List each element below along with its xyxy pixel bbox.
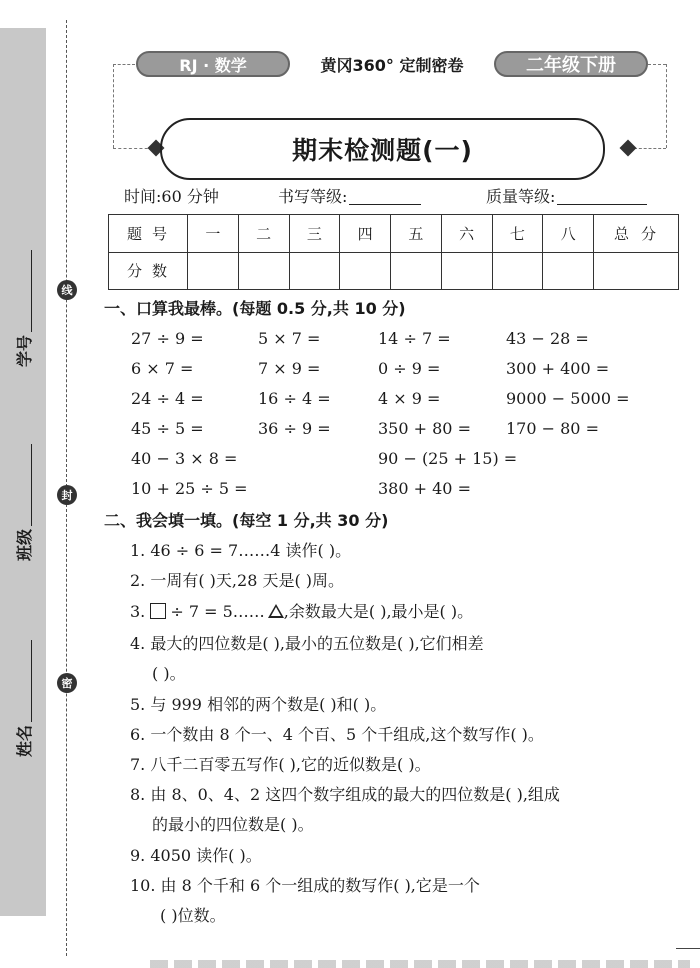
score-cell[interactable] xyxy=(492,252,543,290)
class-label: 班级 xyxy=(14,528,34,561)
question-3-equation: ÷ 7 = 5…… xyxy=(170,602,265,621)
col-header-6: 六 xyxy=(441,215,492,253)
mental-math-item: 40 − 3 × 8 = xyxy=(131,449,238,468)
seal-seal-mark: 封 xyxy=(57,485,77,505)
page-edge-tick xyxy=(676,948,700,949)
score-cell-total[interactable] xyxy=(594,252,679,290)
section2-heading: 二、我会填一填。(每空 1 分,共 30 分) xyxy=(104,511,389,530)
frame-line-right-vert xyxy=(666,64,667,148)
mental-math-item: 170 − 80 = xyxy=(506,419,599,438)
question-10-line1: 10. 由 8 个千和 6 个一组成的数写作( ),它是一个 xyxy=(130,876,480,895)
quality-grade-blank[interactable] xyxy=(557,204,647,205)
page-title: 期末检测题(一) xyxy=(160,118,605,180)
mental-math-item: 350 + 80 = xyxy=(378,419,471,438)
mental-math-item: 45 ÷ 5 = xyxy=(131,419,204,438)
mental-math-item: 27 ÷ 9 = xyxy=(131,329,204,348)
seal-line-mark: 线 xyxy=(57,280,77,300)
question-10-line2: ( )位数。 xyxy=(160,906,226,925)
mental-math-item: 9000 − 5000 = xyxy=(506,389,630,408)
question-2: 2. 一周有( )天,28 天是( )周。 xyxy=(130,571,345,590)
section1-heading: 一、口算我最棒。(每题 0.5 分,共 10 分) xyxy=(104,299,406,318)
triangle-icon xyxy=(268,604,284,618)
class-blank[interactable] xyxy=(31,443,32,525)
brand-label: 黄冈360° 定制密卷 xyxy=(320,55,464,75)
footer-bleed xyxy=(150,960,690,968)
mental-math-item: 5 × 7 = xyxy=(258,329,321,348)
frame-line-left-top xyxy=(113,64,135,65)
name-blank[interactable] xyxy=(31,639,32,721)
student-no-label: 学号 xyxy=(14,334,34,367)
score-table-score-row xyxy=(109,252,679,290)
question-3 xyxy=(130,599,473,622)
student-no-blank[interactable] xyxy=(31,249,32,331)
col-header-3: 三 xyxy=(289,215,340,253)
writing-grade-label: 书写等级: xyxy=(278,187,348,206)
frame-line-right-top xyxy=(648,64,666,65)
score-cell[interactable] xyxy=(188,252,239,290)
quality-grade-field[interactable] xyxy=(486,184,647,207)
frame-line-left-vert xyxy=(113,64,114,148)
mental-math-item: 24 ÷ 4 = xyxy=(131,389,204,408)
class-field[interactable] xyxy=(1,432,45,572)
question-9: 9. 4050 读作( )。 xyxy=(130,846,262,865)
score-cell[interactable] xyxy=(238,252,289,290)
col-header-8: 八 xyxy=(543,215,594,253)
score-cell[interactable] xyxy=(289,252,340,290)
mental-math-item: 36 ÷ 9 = xyxy=(258,419,331,438)
score-table xyxy=(108,214,679,290)
mental-math-item: 10 + 25 ÷ 5 = xyxy=(131,479,248,498)
mental-math-item: 14 ÷ 7 = xyxy=(378,329,451,348)
time-info: 时间:60 分钟 xyxy=(124,187,219,206)
mental-math-item: 6 × 7 = xyxy=(131,359,194,378)
col-header-2: 二 xyxy=(238,215,289,253)
blank-square-icon xyxy=(150,603,166,619)
subject-badge: RJ · 数学 xyxy=(136,51,290,77)
col-header-4: 四 xyxy=(340,215,391,253)
quality-grade-label: 质量等级: xyxy=(486,187,556,206)
title-diamond-right xyxy=(620,140,637,157)
mental-math-item: 7 × 9 = xyxy=(258,359,321,378)
writing-grade-field[interactable] xyxy=(278,184,421,207)
score-cell[interactable] xyxy=(441,252,492,290)
name-label: 姓名 xyxy=(14,724,34,757)
grade-badge: 二年级下册 xyxy=(494,51,648,77)
score-cell[interactable] xyxy=(340,252,391,290)
question-5: 5. 与 999 相邻的两个数是( )和( )。 xyxy=(130,695,387,714)
mental-math-item: 4 × 9 = xyxy=(378,389,441,408)
score-cell[interactable] xyxy=(391,252,442,290)
col-header-total: 总分 xyxy=(594,215,679,253)
mental-math-item: 0 ÷ 9 = xyxy=(378,359,441,378)
name-field[interactable] xyxy=(1,628,45,768)
score-cell[interactable] xyxy=(543,252,594,290)
mental-math-item: 380 + 40 = xyxy=(378,479,471,498)
col-header-7: 七 xyxy=(492,215,543,253)
student-no-field[interactable] xyxy=(1,238,45,378)
col-header-1: 一 xyxy=(188,215,239,253)
question-4-line1: 4. 最大的四位数是( ),最小的五位数是( ),它们相差 xyxy=(130,634,484,653)
row-label-question-no: 题号 xyxy=(109,215,188,253)
seal-secret-mark: 密 xyxy=(57,673,77,693)
question-1: 1. 46 ÷ 6 = 7……4 读作( )。 xyxy=(130,541,352,560)
question-3-text: ,余数最大是( ),最小是( )。 xyxy=(283,602,474,621)
col-header-5: 五 xyxy=(391,215,442,253)
question-3-number: 3. xyxy=(130,602,146,621)
mental-math-item: 43 − 28 = xyxy=(506,329,589,348)
question-4-line2: ( )。 xyxy=(152,664,186,683)
question-7: 7. 八千二百零五写作( ),它的近似数是( )。 xyxy=(130,755,431,774)
mental-math-item: 16 ÷ 4 = xyxy=(258,389,331,408)
mental-math-item: 300 + 400 = xyxy=(506,359,610,378)
question-6: 6. 一个数由 8 个一、4 个百、5 个千组成,这个数写作( )。 xyxy=(130,725,544,744)
question-8-line2: 的最小的四位数是( )。 xyxy=(152,815,314,834)
mental-math-item: 90 − (25 + 15) = xyxy=(378,449,518,468)
frame-line-right-bottom xyxy=(634,148,666,149)
writing-grade-blank[interactable] xyxy=(349,204,421,205)
row-label-score: 分数 xyxy=(109,252,188,290)
score-table-header-row xyxy=(109,215,679,253)
question-8-line1: 8. 由 8、0、4、2 这四个数字组成的最大的四位数是( ),组成 xyxy=(130,785,560,804)
